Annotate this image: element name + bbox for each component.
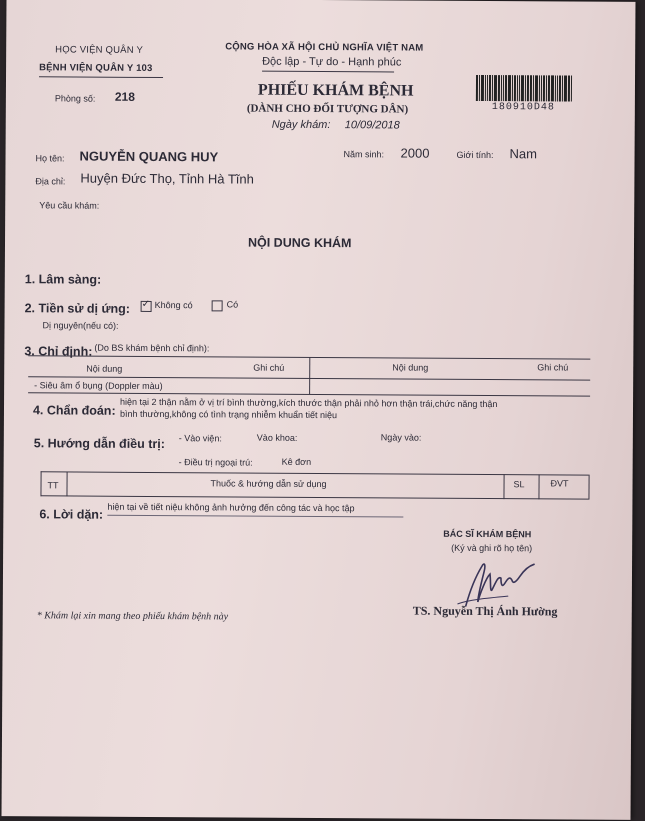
rx-table-div-2 xyxy=(503,474,504,499)
orders-label: 3. Chỉ định: xyxy=(24,344,93,359)
rx-col-quantity: SL xyxy=(513,479,525,490)
exam-date: 10/09/2018 xyxy=(344,119,400,132)
doctor-title: BÁC SĨ KHÁM BỆNH xyxy=(443,528,532,540)
birth-year: 2000 xyxy=(400,145,430,161)
address: Huyện Đức Thọ, Tỉnh Hà Tĩnh xyxy=(80,170,254,187)
barcode-bar xyxy=(503,75,504,101)
barcode-bar xyxy=(479,75,480,101)
org-line-2: BỆNH VIỆN QUÂN Y 103 xyxy=(39,62,153,74)
room-number: 218 xyxy=(114,89,135,104)
nation-title: CỘNG HÒA XÃ HỘI CHỦ NGHĨA VIỆT NAM xyxy=(225,41,424,54)
treatment-label: 5. Hướng dẫn điều trị: xyxy=(33,436,165,452)
barcode-bar xyxy=(481,75,484,101)
exam-form-paper xyxy=(2,0,636,820)
allergy-no-checkbox: ✓ xyxy=(141,301,152,312)
form-title: PHIẾU KHÁM BỆNH xyxy=(257,81,414,100)
diagnosis-line-2: bình thường,không có tình trạng nhiễm khuẩn tiết niệu xyxy=(119,408,338,421)
rx-table-top xyxy=(41,471,589,475)
allergy-label: 2. Tiền sử dị ứng: xyxy=(24,301,131,316)
barcode-bar xyxy=(489,75,491,101)
gender: Nam xyxy=(509,146,538,162)
name-label: Họ tên: xyxy=(35,153,65,164)
motto: Độc lập - Tự do - Hạnh phúc xyxy=(262,55,402,69)
room-label: Phòng số: xyxy=(54,93,96,104)
barcode-bar xyxy=(562,75,563,101)
sign-note: (Ký và ghi rõ họ tên) xyxy=(451,542,533,554)
rx-col-unit: ĐVT xyxy=(550,478,569,489)
form-subtitle: (DÀNH CHO ĐỐI TƯỢNG DÂN) xyxy=(246,102,409,116)
barcode-bar xyxy=(541,75,542,101)
barcode-bar xyxy=(505,75,507,101)
barcode-bar xyxy=(559,75,561,101)
allergy-no-label: Không có xyxy=(154,299,193,311)
section-heading: NỘI DUNG KHÁM xyxy=(247,235,352,251)
orders-note: (Do BS khám bệnh chỉ định): xyxy=(94,342,210,354)
gender-label: Giới tính: xyxy=(456,149,494,161)
advice-text: hiện tại về tiết niệu không ảnh hưởng đến công tác và học tập xyxy=(107,501,355,514)
rx-table-bottom xyxy=(40,495,588,499)
orders-col-content-1: Nội dung xyxy=(86,363,123,374)
department-label: Vào khoa: xyxy=(256,432,298,443)
orders-col-note-1: Ghi chú xyxy=(253,362,285,373)
revisit-note: * Khám lại xin mang theo phiếu khám bệnh này xyxy=(36,610,229,623)
diagnosis-line-1: hiện tại 2 thận nằm ở vị trí bình thường,kích thước thận phải nhỏ hơn thận trái,chức năng thận xyxy=(120,396,498,410)
barcode-bar xyxy=(548,75,550,101)
allergen-label: Dị nguyên(nếu có): xyxy=(42,320,119,331)
org-line-1: HỌC VIỆN QUÂN Y xyxy=(55,44,144,56)
barcode-bar xyxy=(494,75,497,101)
allergy-yes-label: Có xyxy=(226,299,239,310)
barcode-bar xyxy=(533,75,534,101)
barcode-bar xyxy=(535,75,538,101)
barcode-bar xyxy=(519,75,520,101)
barcode-bar xyxy=(564,75,567,101)
advice-underline xyxy=(107,515,403,518)
advice-label: 6. Lời dặn: xyxy=(39,507,104,522)
outpatient-value: Kê đơn xyxy=(281,456,312,467)
barcode-bar xyxy=(527,75,529,101)
barcode-bar xyxy=(555,75,556,101)
barcode-number: 180910D48 xyxy=(491,102,555,114)
barcode-bar xyxy=(568,76,570,102)
barcode-bar xyxy=(525,75,526,101)
exam-date-label: Ngày khám: xyxy=(271,118,331,132)
barcode-bar xyxy=(501,75,502,101)
rx-col-index: TT xyxy=(47,480,59,491)
admit-label: - Vào viện: xyxy=(178,433,222,444)
barcode-bar xyxy=(543,75,545,101)
barcode-bar xyxy=(521,75,524,101)
barcode-bar xyxy=(571,76,572,102)
rx-table-div-1 xyxy=(66,471,67,496)
barcode-bar xyxy=(485,75,486,101)
org-underline xyxy=(39,76,163,78)
clinical-label: 1. Lâm sàng: xyxy=(24,272,102,287)
barcode-bar xyxy=(476,75,478,101)
rx-table-div-3 xyxy=(538,474,539,499)
rx-col-drug: Thuốc & hướng dẫn sử dụng xyxy=(210,478,327,490)
orders-col-note-2: Ghi chú xyxy=(537,362,569,373)
barcode-bar xyxy=(498,75,500,101)
allergy-yes-checkbox xyxy=(212,300,223,311)
orders-col-content-2: Nội dung xyxy=(392,362,429,373)
barcode-bar xyxy=(530,75,532,101)
diagnosis-label: 4. Chẩn đoán: xyxy=(32,403,116,418)
doctor-name: TS. Nguyễn Thị Ánh Hường xyxy=(412,603,558,619)
motto-underline xyxy=(262,71,394,73)
barcode-bar xyxy=(557,75,558,101)
outpatient-label: - Điều trị ngoại trú: xyxy=(178,457,253,468)
address-label: Địa chỉ: xyxy=(35,176,66,187)
barcode-bar xyxy=(492,75,493,101)
barcode-bar xyxy=(517,75,518,101)
orders-row-1: - Siêu âm ổ bụng (Doppler màu) xyxy=(34,380,163,392)
barcode-bar xyxy=(508,75,511,101)
patient-name: NGUYỄN QUANG HUY xyxy=(79,148,219,165)
rx-table-right xyxy=(588,475,589,500)
barcode-bar xyxy=(546,75,547,101)
birth-year-label: Năm sinh: xyxy=(343,149,385,160)
barcode-image xyxy=(476,75,573,102)
rx-table-left xyxy=(40,471,41,496)
request-label: Yêu cầu khám: xyxy=(39,200,100,211)
admit-date-label: Ngày vào: xyxy=(380,432,422,443)
barcode-bar xyxy=(512,75,513,101)
barcode-bar xyxy=(487,75,488,101)
orders-table-divider xyxy=(309,357,310,394)
barcode-bar xyxy=(551,75,554,101)
barcode-bar xyxy=(514,75,516,101)
barcode-bar xyxy=(539,75,540,101)
